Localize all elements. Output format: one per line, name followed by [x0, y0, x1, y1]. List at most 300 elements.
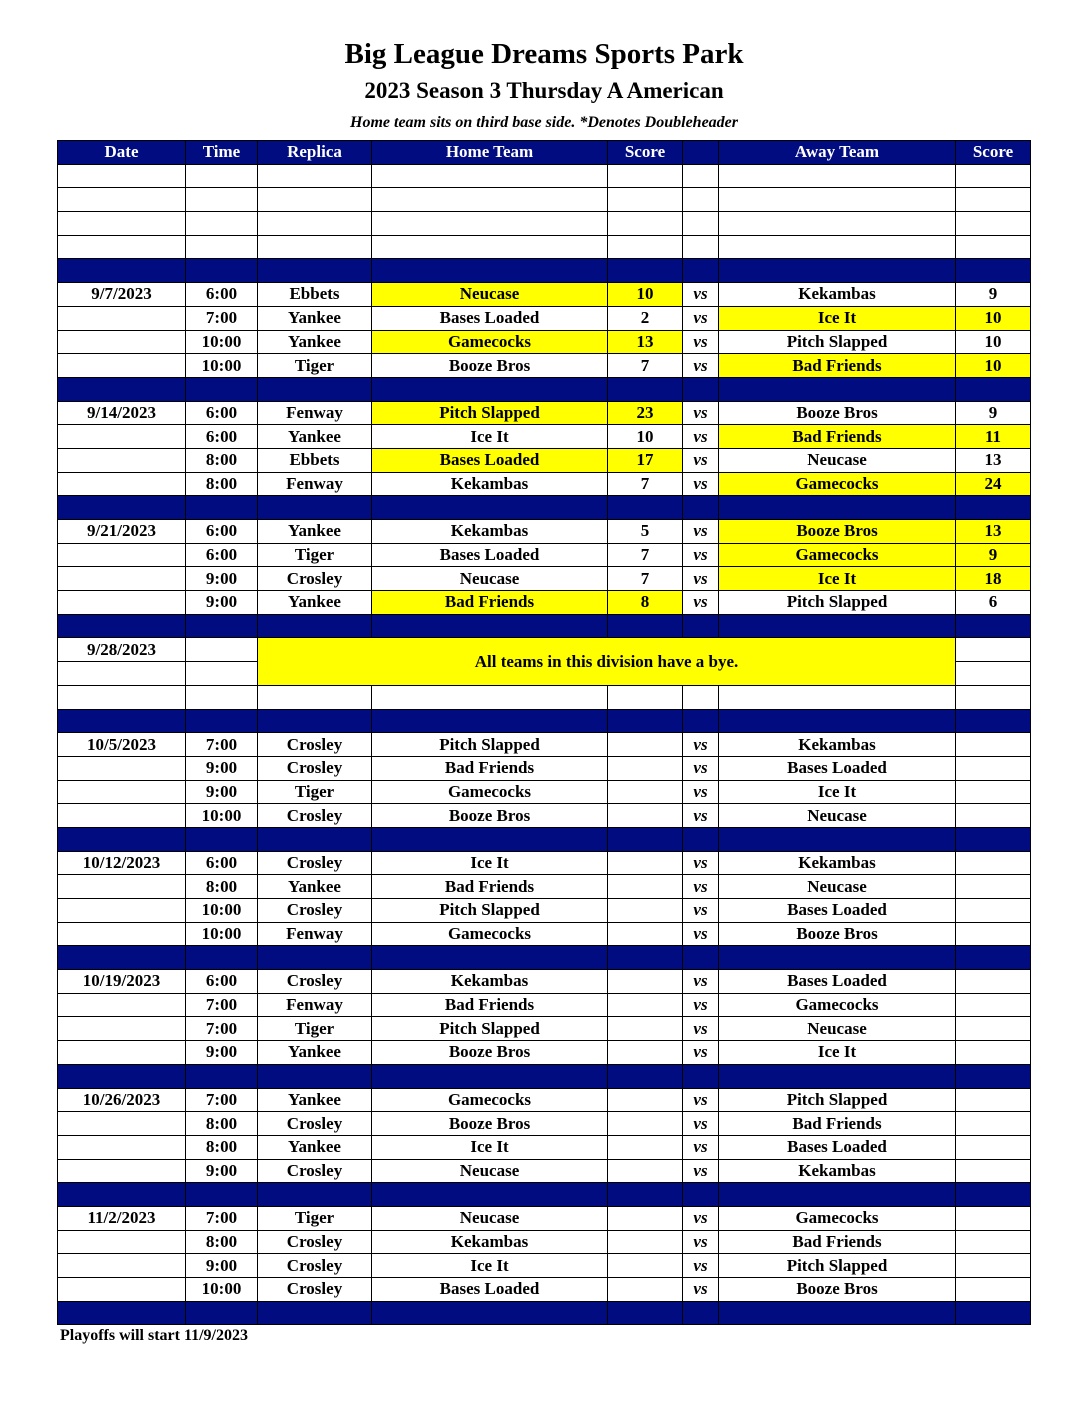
empty-cell [58, 1112, 186, 1136]
separator-cell [608, 614, 683, 638]
empty-cell [683, 212, 719, 236]
separator-cell [719, 1301, 956, 1325]
away-score: 9 [956, 283, 1031, 307]
home-team: Neucase [372, 283, 608, 307]
empty-cell [956, 662, 1031, 686]
week-separator [58, 496, 1031, 520]
empty-cell [258, 685, 372, 709]
game-time: 9:00 [186, 591, 258, 615]
vs-label: vs [683, 330, 719, 354]
separator-cell [608, 1064, 683, 1088]
separator-cell [608, 377, 683, 401]
separator-cell [956, 1301, 1031, 1325]
empty-cell [956, 188, 1031, 212]
game-replica: Yankee [258, 1041, 372, 1065]
game-time: 6:00 [186, 851, 258, 875]
away-score: 24 [956, 472, 1031, 496]
away-team: Ice It [719, 567, 956, 591]
vs-label: vs [683, 1206, 719, 1230]
separator-cell [683, 1064, 719, 1088]
game-replica: Ebbets [258, 283, 372, 307]
separator-cell [719, 946, 956, 970]
separator-cell [372, 1301, 608, 1325]
away-team: Bad Friends [719, 425, 956, 449]
game-replica: Yankee [258, 1088, 372, 1112]
week-separator [58, 827, 1031, 851]
empty-cell [683, 235, 719, 259]
home-score [608, 780, 683, 804]
empty-cell [58, 875, 186, 899]
week-separator [58, 1301, 1031, 1325]
home-score [608, 993, 683, 1017]
week-date: 9/7/2023 [58, 283, 186, 307]
separator-cell [719, 709, 956, 733]
empty-cell [58, 804, 186, 828]
empty-cell [258, 164, 372, 188]
away-score [956, 733, 1031, 757]
separator-cell [608, 259, 683, 283]
game-time: 10:00 [186, 1278, 258, 1302]
separator-cell [956, 614, 1031, 638]
away-team: Neucase [719, 448, 956, 472]
game-time: 8:00 [186, 472, 258, 496]
vs-label: vs [683, 1159, 719, 1183]
separator-cell [683, 377, 719, 401]
away-score [956, 899, 1031, 923]
vs-label: vs [683, 520, 719, 544]
separator-cell [258, 496, 372, 520]
empty-cell [58, 543, 186, 567]
separator-cell [258, 709, 372, 733]
vs-label: vs [683, 756, 719, 780]
away-score [956, 1088, 1031, 1112]
empty-cell [58, 591, 186, 615]
separator-cell [186, 946, 258, 970]
away-score [956, 922, 1031, 946]
game-replica: Fenway [258, 922, 372, 946]
home-team: Bases Loaded [372, 1278, 608, 1302]
separator-cell [608, 1301, 683, 1325]
blank-row [58, 235, 1031, 259]
empty-cell [683, 685, 719, 709]
away-score: 18 [956, 567, 1031, 591]
separator-cell [719, 377, 956, 401]
separator-cell [956, 1183, 1031, 1207]
home-team: Kekambas [372, 472, 608, 496]
separator-cell [372, 1064, 608, 1088]
away-team: Booze Bros [719, 401, 956, 425]
empty-cell [58, 756, 186, 780]
home-team: Bad Friends [372, 875, 608, 899]
separator-cell [372, 614, 608, 638]
game-replica: Tiger [258, 543, 372, 567]
vs-label: vs [683, 567, 719, 591]
game-row [58, 899, 1031, 923]
home-score: 23 [608, 401, 683, 425]
away-score: 10 [956, 330, 1031, 354]
empty-cell [956, 235, 1031, 259]
separator-cell [608, 827, 683, 851]
game-time: 8:00 [186, 1112, 258, 1136]
empty-cell [58, 567, 186, 591]
empty-cell [719, 164, 956, 188]
game-time: 9:00 [186, 1041, 258, 1065]
page-title: Big League Dreams Sports Park [344, 38, 744, 70]
separator-cell [683, 827, 719, 851]
separator-cell [608, 496, 683, 520]
home-team: Ice It [372, 1135, 608, 1159]
away-team: Bad Friends [719, 1112, 956, 1136]
home-team: Ice It [372, 425, 608, 449]
separator-cell [58, 259, 186, 283]
home-team: Ice It [372, 1254, 608, 1278]
game-replica: Yankee [258, 875, 372, 899]
game-row [58, 970, 1031, 994]
col-date: Date [58, 141, 186, 165]
empty-cell [608, 188, 683, 212]
game-time: 9:00 [186, 1254, 258, 1278]
away-team: Bases Loaded [719, 1135, 956, 1159]
vs-label: vs [683, 851, 719, 875]
empty-cell [372, 235, 608, 259]
empty-cell [58, 1230, 186, 1254]
vs-label: vs [683, 922, 719, 946]
empty-cell [608, 164, 683, 188]
away-team: Bases Loaded [719, 970, 956, 994]
schedule-note: Home team sits on third base side. *Denotes Doubleheader [350, 114, 738, 131]
game-row [58, 401, 1031, 425]
bye-row [58, 638, 1031, 662]
separator-cell [719, 1183, 956, 1207]
empty-cell [58, 1159, 186, 1183]
separator-cell [956, 259, 1031, 283]
empty-cell [58, 354, 186, 378]
game-time: 8:00 [186, 448, 258, 472]
separator-cell [372, 709, 608, 733]
empty-cell [58, 306, 186, 330]
playoffs-note: Playoffs will start 11/9/2023 [60, 1327, 248, 1344]
empty-cell [58, 472, 186, 496]
home-score [608, 1159, 683, 1183]
game-replica: Crosley [258, 1254, 372, 1278]
away-score [956, 1041, 1031, 1065]
game-row [58, 543, 1031, 567]
week-separator [58, 259, 1031, 283]
home-team: Booze Bros [372, 804, 608, 828]
empty-cell [372, 212, 608, 236]
vs-label: vs [683, 1254, 719, 1278]
empty-cell [719, 188, 956, 212]
game-replica: Crosley [258, 899, 372, 923]
home-team: Bad Friends [372, 993, 608, 1017]
away-team: Ice It [719, 306, 956, 330]
game-row [58, 283, 1031, 307]
empty-cell [58, 922, 186, 946]
home-team: Pitch Slapped [372, 733, 608, 757]
empty-cell [58, 1017, 186, 1041]
empty-cell [186, 638, 258, 662]
empty-cell [258, 212, 372, 236]
separator-cell [683, 946, 719, 970]
game-replica: Tiger [258, 780, 372, 804]
game-row [58, 472, 1031, 496]
game-time: 7:00 [186, 306, 258, 330]
separator-cell [719, 1064, 956, 1088]
separator-cell [956, 1064, 1031, 1088]
empty-cell [258, 235, 372, 259]
separator-cell [258, 827, 372, 851]
home-score [608, 1135, 683, 1159]
vs-label: vs [683, 354, 719, 378]
separator-cell [956, 827, 1031, 851]
separator-cell [956, 377, 1031, 401]
separator-cell [372, 1183, 608, 1207]
vs-label: vs [683, 1017, 719, 1041]
game-time: 9:00 [186, 780, 258, 804]
away-score [956, 1112, 1031, 1136]
away-score [956, 1278, 1031, 1302]
home-score: 17 [608, 448, 683, 472]
vs-label: vs [683, 780, 719, 804]
away-score [956, 970, 1031, 994]
empty-cell [683, 188, 719, 212]
vs-label: vs [683, 472, 719, 496]
home-score: 10 [608, 283, 683, 307]
separator-cell [258, 946, 372, 970]
col-home-team: Home Team [372, 141, 608, 165]
game-replica: Fenway [258, 401, 372, 425]
away-team: Bad Friends [719, 1230, 956, 1254]
empty-cell [58, 164, 186, 188]
separator-cell [258, 1301, 372, 1325]
away-team: Bad Friends [719, 354, 956, 378]
game-time: 8:00 [186, 875, 258, 899]
separator-cell [683, 496, 719, 520]
separator-cell [719, 827, 956, 851]
separator-cell [683, 259, 719, 283]
away-team: Booze Bros [719, 1278, 956, 1302]
game-time: 10:00 [186, 922, 258, 946]
game-row [58, 1206, 1031, 1230]
game-time: 9:00 [186, 756, 258, 780]
game-replica: Tiger [258, 354, 372, 378]
game-replica: Fenway [258, 472, 372, 496]
game-time: 9:00 [186, 567, 258, 591]
empty-cell [58, 685, 186, 709]
game-row [58, 1017, 1031, 1041]
home-team: Ice It [372, 851, 608, 875]
separator-cell [186, 1301, 258, 1325]
home-score [608, 899, 683, 923]
away-score [956, 756, 1031, 780]
away-team: Bases Loaded [719, 756, 956, 780]
game-row [58, 875, 1031, 899]
away-team: Kekambas [719, 733, 956, 757]
empty-cell [608, 685, 683, 709]
away-team: Kekambas [719, 1159, 956, 1183]
game-replica: Crosley [258, 804, 372, 828]
away-score [956, 804, 1031, 828]
week-date: 9/14/2023 [58, 401, 186, 425]
away-team: Pitch Slapped [719, 591, 956, 615]
empty-cell [58, 1254, 186, 1278]
home-team: Neucase [372, 1206, 608, 1230]
col-home-score: Score [608, 141, 683, 165]
week-separator [58, 377, 1031, 401]
away-team: Gamecocks [719, 472, 956, 496]
game-row [58, 733, 1031, 757]
game-time: 10:00 [186, 804, 258, 828]
game-replica: Crosley [258, 970, 372, 994]
separator-cell [372, 496, 608, 520]
home-score: 13 [608, 330, 683, 354]
away-score: 11 [956, 425, 1031, 449]
game-row [58, 993, 1031, 1017]
game-time: 6:00 [186, 543, 258, 567]
home-team: Booze Bros [372, 1041, 608, 1065]
home-score: 7 [608, 567, 683, 591]
game-row [58, 306, 1031, 330]
home-score [608, 1254, 683, 1278]
away-team: Pitch Slapped [719, 330, 956, 354]
away-team: Pitch Slapped [719, 1088, 956, 1112]
bye-message: All teams in this division have a bye. [258, 638, 956, 685]
game-row [58, 354, 1031, 378]
empty-cell [58, 780, 186, 804]
col-vs [683, 141, 719, 165]
empty-cell [719, 235, 956, 259]
home-score [608, 733, 683, 757]
separator-cell [719, 496, 956, 520]
separator-cell [186, 827, 258, 851]
separator-cell [683, 614, 719, 638]
vs-label: vs [683, 543, 719, 567]
week-date: 9/28/2023 [58, 638, 186, 662]
vs-label: vs [683, 1230, 719, 1254]
home-score: 7 [608, 354, 683, 378]
blank-row [58, 212, 1031, 236]
home-team: Gamecocks [372, 922, 608, 946]
home-score [608, 851, 683, 875]
game-row [58, 1135, 1031, 1159]
week-separator [58, 946, 1031, 970]
away-score: 13 [956, 448, 1031, 472]
separator-cell [186, 259, 258, 283]
home-team: Pitch Slapped [372, 401, 608, 425]
home-team: Neucase [372, 567, 608, 591]
home-score [608, 1041, 683, 1065]
game-row [58, 1254, 1031, 1278]
away-team: Neucase [719, 1017, 956, 1041]
separator-cell [58, 827, 186, 851]
separator-cell [186, 709, 258, 733]
away-score [956, 993, 1031, 1017]
vs-label: vs [683, 993, 719, 1017]
week-date: 10/5/2023 [58, 733, 186, 757]
home-score [608, 1206, 683, 1230]
home-team: Pitch Slapped [372, 1017, 608, 1041]
home-team: Kekambas [372, 970, 608, 994]
game-time: 7:00 [186, 1206, 258, 1230]
away-team: Booze Bros [719, 520, 956, 544]
away-score [956, 1135, 1031, 1159]
away-score [956, 1159, 1031, 1183]
game-row [58, 756, 1031, 780]
home-score: 8 [608, 591, 683, 615]
game-time: 7:00 [186, 1017, 258, 1041]
empty-cell [58, 662, 186, 686]
game-row [58, 520, 1031, 544]
separator-cell [258, 1183, 372, 1207]
separator-cell [186, 377, 258, 401]
header-row [58, 141, 1031, 165]
vs-label: vs [683, 1112, 719, 1136]
home-team: Bases Loaded [372, 448, 608, 472]
home-score [608, 875, 683, 899]
home-score: 7 [608, 543, 683, 567]
away-score: 10 [956, 354, 1031, 378]
vs-label: vs [683, 591, 719, 615]
game-replica: Yankee [258, 425, 372, 449]
game-row [58, 1112, 1031, 1136]
empty-cell [58, 330, 186, 354]
vs-label: vs [683, 1041, 719, 1065]
home-team: Bad Friends [372, 591, 608, 615]
game-row [58, 1088, 1031, 1112]
empty-cell [58, 1278, 186, 1302]
game-replica: Crosley [258, 1159, 372, 1183]
away-team: Kekambas [719, 851, 956, 875]
game-row [58, 851, 1031, 875]
game-replica: Crosley [258, 733, 372, 757]
away-team: Neucase [719, 875, 956, 899]
vs-label: vs [683, 1135, 719, 1159]
col-away-score: Score [956, 141, 1031, 165]
vs-label: vs [683, 306, 719, 330]
vs-label: vs [683, 804, 719, 828]
week-date: 11/2/2023 [58, 1206, 186, 1230]
away-score [956, 851, 1031, 875]
home-score [608, 970, 683, 994]
game-time: 6:00 [186, 401, 258, 425]
vs-label: vs [683, 425, 719, 449]
empty-cell [186, 188, 258, 212]
empty-cell [58, 448, 186, 472]
game-row [58, 330, 1031, 354]
separator-cell [372, 827, 608, 851]
blank-row [58, 685, 1031, 709]
empty-cell [719, 212, 956, 236]
separator-cell [186, 1064, 258, 1088]
separator-cell [186, 496, 258, 520]
vs-label: vs [683, 875, 719, 899]
home-team: Neucase [372, 1159, 608, 1183]
home-score [608, 804, 683, 828]
separator-cell [608, 709, 683, 733]
game-replica: Crosley [258, 851, 372, 875]
game-row [58, 922, 1031, 946]
away-score [956, 1254, 1031, 1278]
away-score: 13 [956, 520, 1031, 544]
home-score: 2 [608, 306, 683, 330]
empty-cell [683, 164, 719, 188]
empty-cell [956, 685, 1031, 709]
home-score [608, 1017, 683, 1041]
empty-cell [956, 212, 1031, 236]
page-subtitle: 2023 Season 3 Thursday A American [364, 78, 724, 103]
game-time: 7:00 [186, 993, 258, 1017]
empty-cell [58, 1041, 186, 1065]
